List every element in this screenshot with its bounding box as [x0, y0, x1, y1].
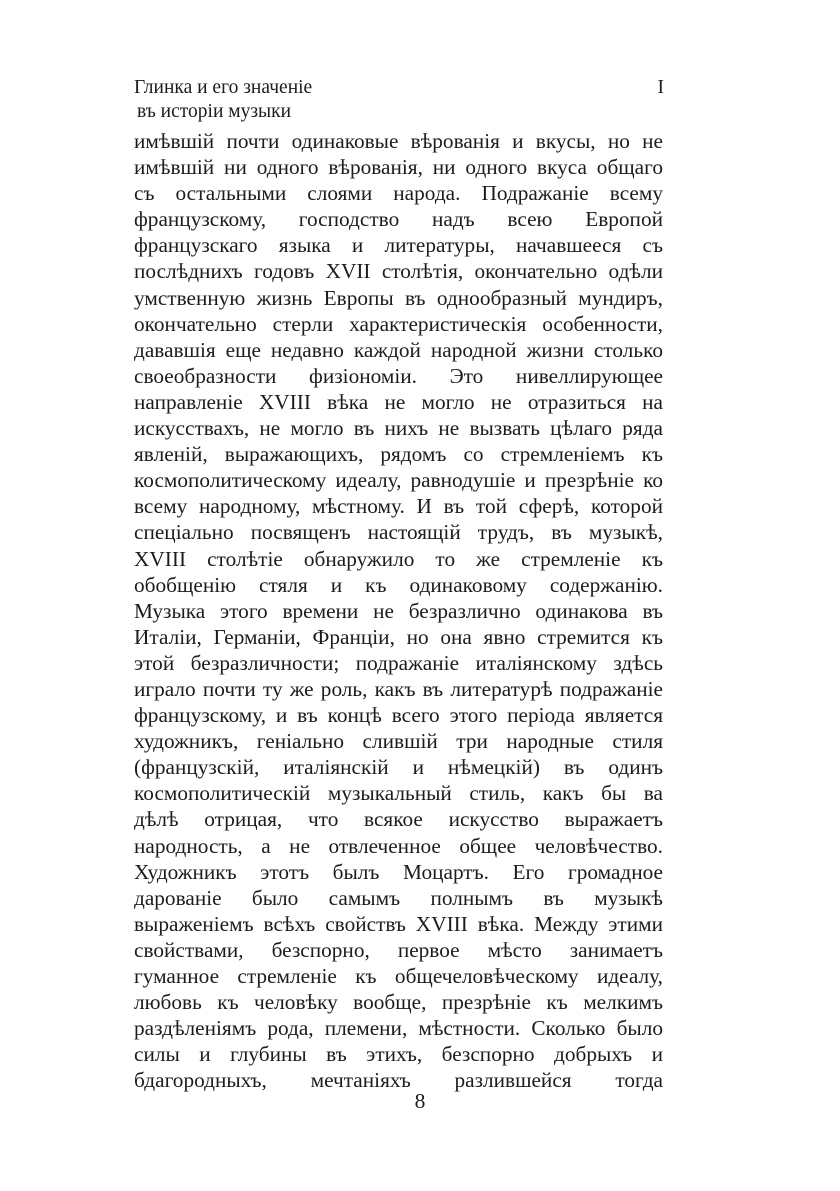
text-line: умственную жизнь Европы въ однообразный мундиръ, [134, 285, 663, 310]
text-line: направленiе XVIII вѣка не могло не отразиться на [134, 389, 663, 414]
text-line: Музыка этого времени не безразлично одинакова въ [134, 598, 663, 623]
text-line: французскому, господство надъ всею Европой [134, 207, 663, 232]
text-line: обобщенiю стяля и къ одинаковому содержанiю. [134, 572, 663, 597]
text-line: спецiально посвященъ настоящiй трудъ, въ музыкѣ, [134, 520, 663, 545]
text-line: Италiи, Германiи, Францiи, но она явно стремится къ [134, 624, 663, 649]
text-line: окончательно стерли характеристическiя особенности, [134, 311, 663, 336]
text-line: выраженiемъ всѣхъ свойствъ XVIII вѣка. Между этими [134, 911, 663, 936]
header-title-line-1: Глинка и его значенiе [134, 77, 313, 98]
running-header [134, 76, 664, 126]
text-line: явленiй, выражающихъ, рядомъ со стремленiемъ къ [134, 442, 663, 467]
text-line: силы и глубины въ этихъ, безспорно добрыхъ и [134, 1042, 663, 1067]
text-line: съ остальными слоями народа. Подражанiе всему [134, 181, 663, 206]
text-line: дѣлѣ отрицая, что всякое искусство выражаетъ [134, 807, 663, 832]
header-title-line-2: въ исторiи музыки [137, 101, 292, 122]
text-line: искусствахъ, не могло въ нихъ не вызвать цѣлаго ряда [134, 416, 663, 441]
text-line: послѣднихъ годовъ XVII столѣтiя, окончательно одѣли [134, 259, 663, 284]
text-line: народность, а не отвлеченное общее человѣчество. [134, 833, 663, 858]
text-line: свойствами, безспорно, первое мѣсто занимаетъ [134, 937, 663, 962]
text-line: этой безразличности; подражанiе италiянскому здѣсь [134, 650, 663, 675]
text-line: (французскiй, италiянскiй и нѣмецкiй) въ одинъ [134, 755, 663, 780]
text-line: художникъ, генiально слившiй три народные стиля [134, 729, 663, 754]
page-number: 8 [414, 1089, 426, 1113]
text-line: космополитическому идеалу, равнодушiе и презрѣнiе ко [134, 468, 663, 493]
text-line: всему народному, мѣстному. И въ той сферѣ, которой [134, 494, 663, 519]
text-line: любовь къ человѣку вообще, презрѣнiе къ мелкимъ [134, 990, 663, 1015]
text-line: имѣвшiй почти одинаковые вѣрованiя и вкусы, но не [134, 129, 663, 153]
text-line: играло почти ту же роль, какъ въ литературѣ подражанiе [134, 676, 663, 701]
chapter-numeral: I [657, 77, 664, 98]
text-line: Художникъ этотъ былъ Моцартъ. Его громадное [134, 859, 663, 884]
text-line: дарованiе было самымъ полнымъ въ музыкѣ [134, 885, 663, 910]
text-line: космополитическiй музыкальный стиль, какъ бы ва [134, 781, 663, 806]
text-line: дававшiя еще недавно каждой народной жизни столько [134, 337, 663, 362]
text-line: гуманное стремленiе къ общечеловѣческому идеалу, [134, 964, 663, 988]
text-line: XVIII столѣтiе обнаружило то же стремленiе къ [134, 546, 663, 571]
text-line: имѣвшiй ни одного вѣрованiя, ни одного вкуса общаго [134, 155, 663, 180]
text-line: бдагородныхъ, мечтанiяхъ разлившейся тогда [134, 1068, 663, 1093]
text-line: раздѣленiямъ рода, племени, мѣстности. Сколько было [134, 1016, 663, 1041]
text-line: французскому, и въ концѣ всего этого перiода является [134, 703, 663, 728]
text-line: французскаго языка и литературы, начавшееся съ [134, 233, 663, 258]
body-text [134, 128, 663, 1093]
text-line: своеобразности физiономiи. Это нивеллирующее [134, 363, 663, 388]
